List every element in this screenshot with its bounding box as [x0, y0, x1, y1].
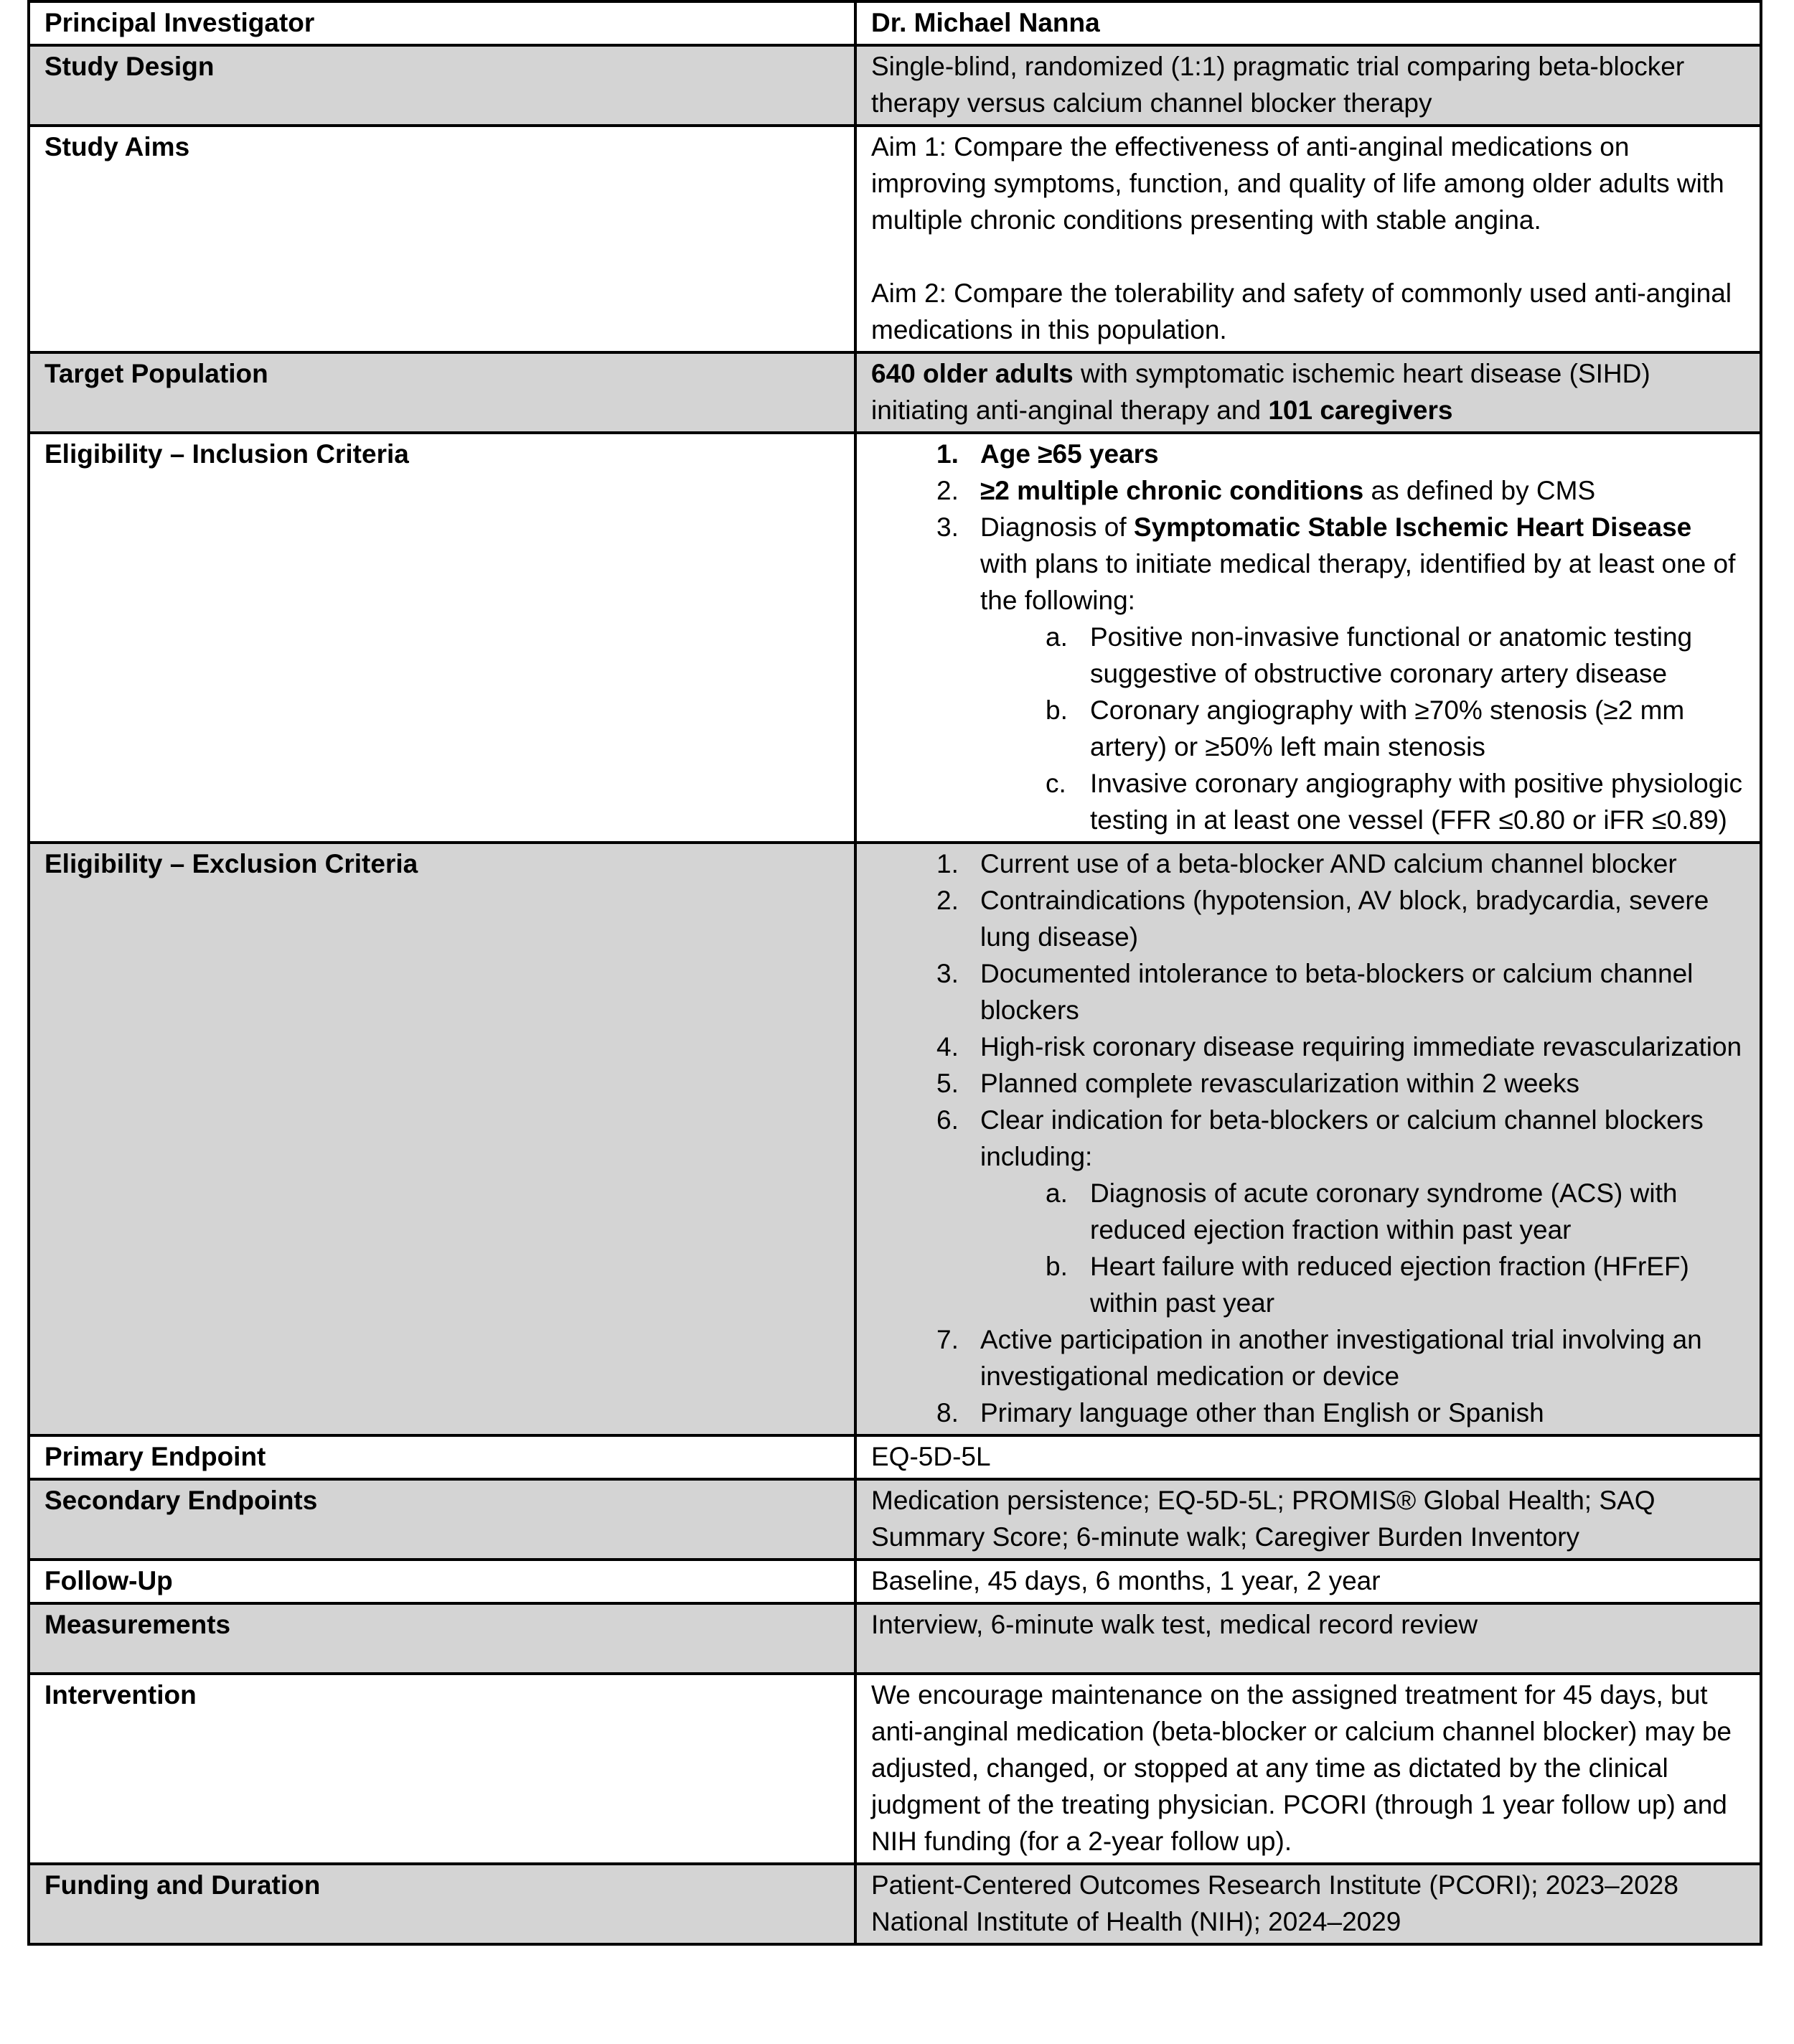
inclusion-subitem-text: Coronary angiography with ≥70% stenosis (≥2 mm artery) or ≥50% left main stenosis [1090, 695, 1685, 761]
exclusion-item [871, 882, 1745, 955]
label-target-population: Target Population [29, 352, 855, 433]
inclusion-item-pre: Diagnosis of [980, 512, 1134, 542]
value-study-design: Single-blind, randomized (1:1) pragmatic trial comparing beta-blocker therapy versus calcium channel blocker therapy [855, 45, 1761, 126]
row-follow-up [29, 1560, 1761, 1603]
exclusion-item-text: Documented intolerance to beta-blockers or calcium channel blockers [980, 959, 1694, 1025]
caregiver-count: 101 caregivers [1268, 395, 1453, 425]
label-intervention: Intervention [29, 1674, 855, 1864]
list-number: 1. [936, 439, 959, 469]
row-funding-duration [29, 1864, 1761, 1944]
value-intervention: We encourage maintenance on the assigned treatment for 45 days, but anti-anginal medication (beta-blocker or calcium channel blocker) may be adjusted, changed, or stopped at any time as dictated by the clinical judgment of the treating physician. PCORI (through 1 year follow up) and NIH funding (for a 2-year follow up). [855, 1674, 1761, 1864]
exclusion-item [871, 1028, 1745, 1065]
inclusion-item-bold: ≥2 multiple chronic conditions [980, 476, 1364, 505]
row-primary-endpoint [29, 1435, 1761, 1479]
row-study-design [29, 45, 1761, 126]
value-primary-endpoint: EQ-5D-5L [855, 1435, 1761, 1479]
inclusion-subitem-text: Invasive coronary angiography with positive physiologic testing in at least one vessel (FFR ≤0.80 or iFR ≤0.89) [1090, 769, 1743, 835]
exclusion-subitem-text: Heart failure with reduced ejection fraction (HFrEF) within past year [1090, 1252, 1689, 1318]
exclusion-item-text: Contraindications (hypotension, AV block, bradycardia, severe lung disease) [980, 886, 1709, 952]
sublist-letter: a. [1046, 622, 1068, 652]
study-summary-table [27, 0, 1762, 1946]
population-count: 640 older adults [871, 359, 1074, 388]
value-principal-investigator: Dr. Michael Nanna [855, 1, 1761, 45]
label-primary-endpoint: Primary Endpoint [29, 1435, 855, 1479]
value-study-aims [855, 126, 1761, 352]
inclusion-subitem-text: Positive non-invasive functional or anatomic testing suggestive of obstructive coronary artery disease [1090, 622, 1693, 688]
list-number: 6. [936, 1105, 959, 1135]
list-number: 2. [936, 886, 959, 915]
exclusion-item [871, 1102, 1745, 1321]
label-study-aims: Study Aims [29, 126, 855, 352]
row-secondary-endpoints [29, 1479, 1761, 1560]
aim-1-text: Aim 1: Compare the effectiveness of anti-anginal medications on improving symptoms, function, and quality of life among older adults with multiple chronic conditions presenting with stable angina. [871, 132, 1724, 235]
exclusion-item-text: Current use of a beta-blocker AND calcium channel blocker [980, 849, 1677, 878]
inclusion-list [871, 436, 1745, 838]
inclusion-item [871, 472, 1745, 509]
label-follow-up: Follow-Up [29, 1560, 855, 1603]
exclusion-item-text: High-risk coronary disease requiring immediate revascularization [980, 1032, 1742, 1061]
value-funding-duration [855, 1864, 1761, 1944]
inclusion-subitem [871, 692, 1745, 765]
row-inclusion-criteria [29, 433, 1761, 843]
row-target-population [29, 352, 1761, 433]
population-description: with symptomatic ischemic heart disease (SIHD) initiating anti-anginal therapy and [871, 359, 1650, 425]
inclusion-item [871, 509, 1745, 838]
inclusion-item-bold: Symptomatic Stable Ischemic Heart Disease [1133, 512, 1692, 542]
inclusion-subitem [871, 765, 1745, 838]
label-measurements: Measurements [29, 1603, 855, 1674]
aim-2-text: Aim 2: Compare the tolerability and safety of commonly used anti-anginal medications in this population. [871, 278, 1732, 344]
label-funding-duration: Funding and Duration [29, 1864, 855, 1944]
inclusion-sublist [980, 619, 1745, 838]
value-measurements: Interview, 6-minute walk test, medical record review [855, 1603, 1761, 1674]
list-number: 3. [936, 512, 959, 542]
row-measurements [29, 1603, 1761, 1674]
value-inclusion-criteria [855, 433, 1761, 843]
row-exclusion-criteria [29, 843, 1761, 1435]
list-number: 7. [936, 1325, 959, 1354]
exclusion-item [871, 1321, 1745, 1394]
sublist-letter: c. [1046, 769, 1066, 798]
sublist-letter: a. [1046, 1178, 1068, 1208]
label-study-design: Study Design [29, 45, 855, 126]
value-follow-up: Baseline, 45 days, 6 months, 1 year, 2 year [855, 1560, 1761, 1603]
list-number: 5. [936, 1069, 959, 1098]
exclusion-item [871, 1065, 1745, 1102]
funding-line-pcori: Patient-Centered Outcomes Research Institute (PCORI); 2023–2028 [871, 1870, 1678, 1900]
list-number: 2. [936, 476, 959, 505]
inclusion-subitem [871, 619, 1745, 692]
value-exclusion-criteria [855, 843, 1761, 1435]
inclusion-item-text: with plans to initiate medical therapy, identified by at least one of the following: [980, 549, 1736, 615]
inclusion-item-bold: Age ≥65 years [980, 439, 1159, 469]
exclusion-subitem-text: Diagnosis of acute coronary syndrome (ACS) with reduced ejection fraction within past year [1090, 1178, 1678, 1244]
value-target-population [855, 352, 1761, 433]
label-secondary-endpoints: Secondary Endpoints [29, 1479, 855, 1560]
exclusion-item-text: Primary language other than English or Spanish [980, 1398, 1544, 1427]
list-number: 8. [936, 1398, 959, 1427]
list-number: 4. [936, 1032, 959, 1061]
row-study-aims [29, 126, 1761, 352]
row-intervention [29, 1674, 1761, 1864]
label-exclusion-criteria: Eligibility – Exclusion Criteria [29, 843, 855, 1435]
exclusion-subitem [871, 1248, 1745, 1321]
sublist-letter: b. [1046, 695, 1068, 725]
row-principal-investigator [29, 1, 1761, 45]
exclusion-item [871, 845, 1745, 882]
funding-line-nih: National Institute of Health (NIH); 2024–2029 [871, 1907, 1401, 1936]
sublist-letter: b. [1046, 1252, 1068, 1281]
label-principal-investigator: Principal Investigator [29, 1, 855, 45]
exclusion-item [871, 955, 1745, 1028]
exclusion-item-text: Active participation in another investigational trial involving an investigational medication or device [980, 1325, 1702, 1391]
value-secondary-endpoints: Medication persistence; EQ-5D-5L; PROMIS® Global Health; SAQ Summary Score; 6-minute walk; Caregiver Burden Inventory [855, 1479, 1761, 1560]
exclusion-sublist [980, 1175, 1745, 1321]
exclusion-subitem [871, 1175, 1745, 1248]
label-inclusion-criteria: Eligibility – Inclusion Criteria [29, 433, 855, 843]
exclusion-item-text: Planned complete revascularization within 2 weeks [980, 1069, 1579, 1098]
inclusion-item-text: as defined by CMS [1363, 476, 1596, 505]
list-number: 3. [936, 959, 959, 988]
exclusion-item [871, 1394, 1745, 1431]
list-number: 1. [936, 849, 959, 878]
exclusion-item-text: Clear indication for beta-blockers or calcium channel blockers including: [980, 1105, 1704, 1171]
exclusion-list [871, 845, 1745, 1431]
inclusion-item [871, 436, 1745, 472]
